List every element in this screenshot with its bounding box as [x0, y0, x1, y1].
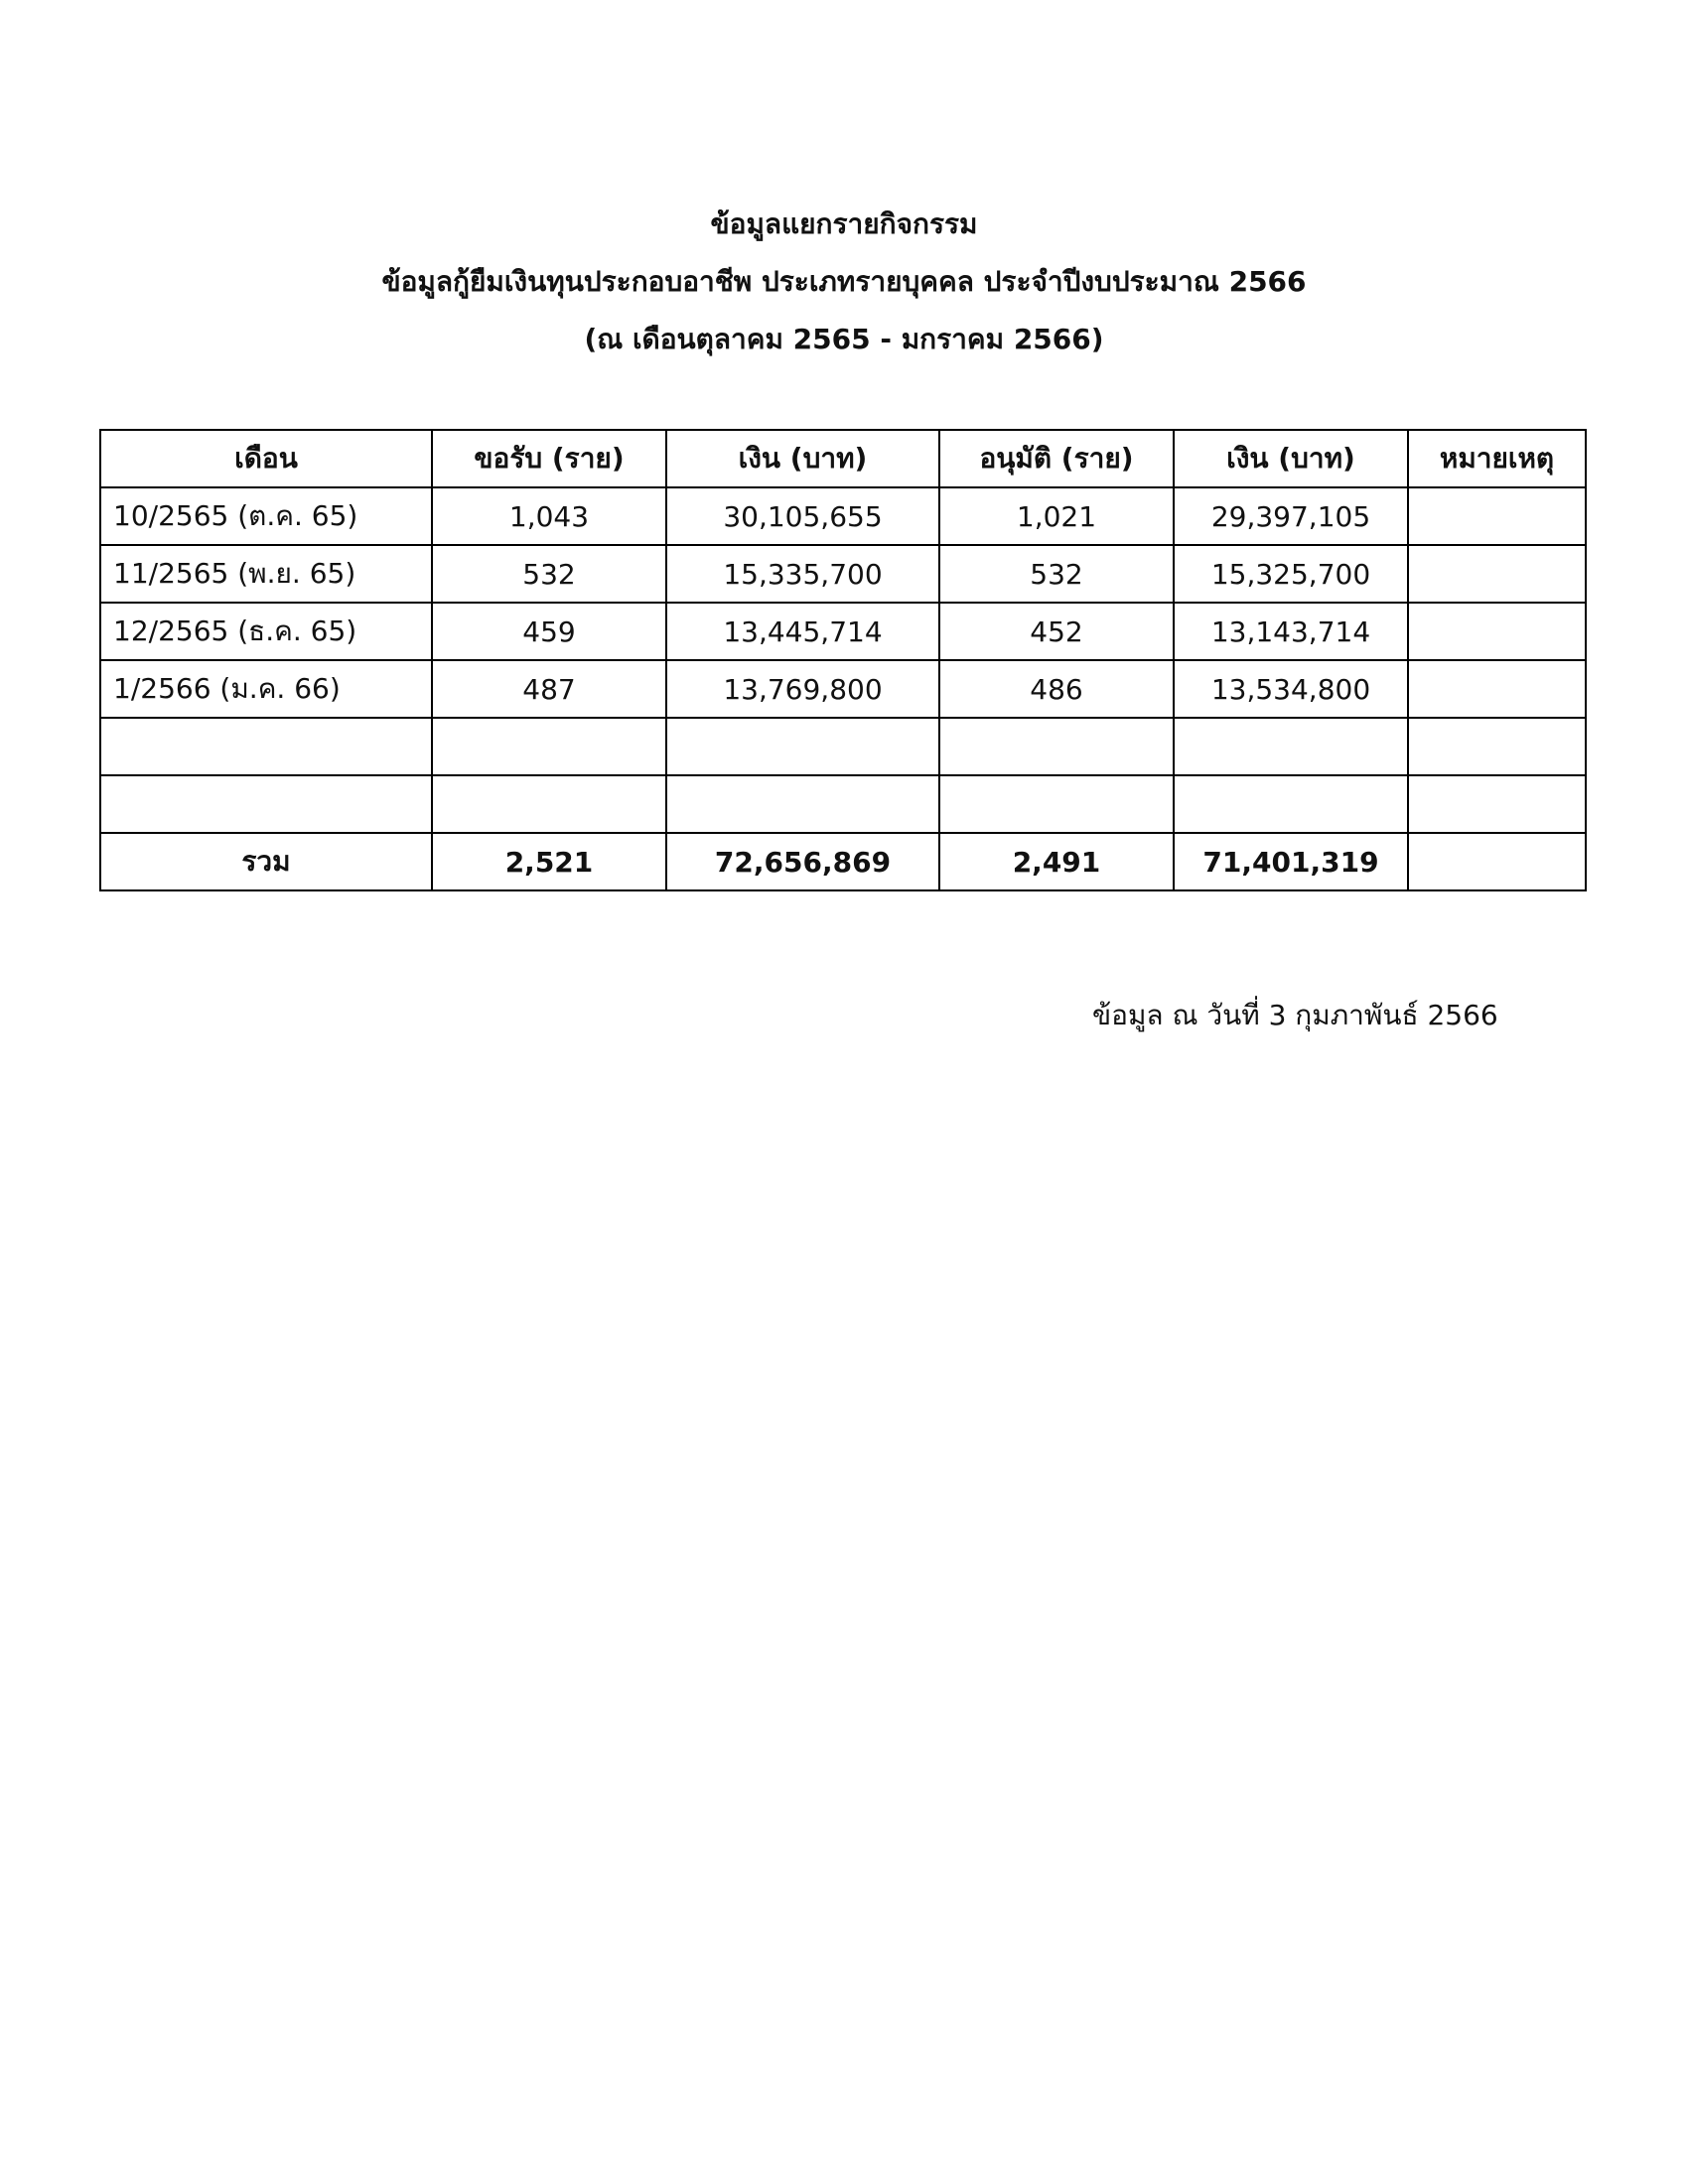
page-title: ข้อมูลแยกรายกิจกรรม — [710, 207, 978, 240]
cell-total-requested-amount: 72,656,869 — [666, 833, 939, 890]
cell-total-approved-amount: 71,401,319 — [1174, 833, 1408, 890]
column-header-requested-count: ขอรับ (ราย) — [432, 430, 666, 487]
cell-approved-amount — [1174, 775, 1408, 833]
cell-approved-count: 452 — [939, 603, 1174, 660]
column-header-month: เดือน — [100, 430, 432, 487]
cell-remarks — [1408, 545, 1586, 603]
column-header-requested-amount: เงิน (บาท) — [666, 430, 939, 487]
cell-remarks — [1408, 660, 1586, 718]
table-row — [100, 487, 1586, 545]
date-range: (ณ เดือนตุลาคม 2565 - มกราคม 2566) — [584, 323, 1104, 355]
cell-requested-count: 532 — [432, 545, 666, 603]
cell-remarks — [1408, 487, 1586, 545]
table-row-empty — [100, 718, 1586, 775]
cell-approved-count: 1,021 — [939, 487, 1174, 545]
cell-approved-amount: 29,397,105 — [1174, 487, 1408, 545]
cell-month: 1/2566 (ม.ค. 66) — [100, 660, 432, 718]
cell-requested-count: 487 — [432, 660, 666, 718]
cell-approved-count: 486 — [939, 660, 1174, 718]
loan-data-table — [99, 429, 1587, 891]
cell-requested-amount — [666, 718, 939, 775]
cell-month: 12/2565 (ธ.ค. 65) — [100, 603, 432, 660]
cell-month: 10/2565 (ต.ค. 65) — [100, 487, 432, 545]
cell-month — [100, 718, 432, 775]
table-row — [100, 545, 1586, 603]
cell-approved-count — [939, 718, 1174, 775]
cell-approved-amount: 13,143,714 — [1174, 603, 1408, 660]
table-row-empty — [100, 775, 1586, 833]
cell-approved-amount: 15,325,700 — [1174, 545, 1408, 603]
cell-requested-count — [432, 775, 666, 833]
cell-remarks — [1408, 775, 1586, 833]
cell-requested-amount: 13,445,714 — [666, 603, 939, 660]
cell-remarks — [1408, 718, 1586, 775]
table-row — [100, 603, 1586, 660]
cell-requested-amount — [666, 775, 939, 833]
cell-requested-amount: 30,105,655 — [666, 487, 939, 545]
data-as-of-note: ข้อมูล ณ วันที่ 3 กุมภาพันธ์ 2566 — [1092, 999, 1498, 1031]
page-subtitle: ข้อมูลกู้ยืมเงินทุนประกอบอาชีพ ประเภทรายบุคคล ประจำปีงบประมาณ 2566 — [381, 265, 1307, 298]
cell-month — [100, 775, 432, 833]
cell-approved-amount — [1174, 718, 1408, 775]
cell-requested-amount: 15,335,700 — [666, 545, 939, 603]
cell-approved-amount: 13,534,800 — [1174, 660, 1408, 718]
table-row — [100, 660, 1586, 718]
cell-requested-count — [432, 718, 666, 775]
cell-total-remarks — [1408, 833, 1586, 890]
cell-requested-count: 1,043 — [432, 487, 666, 545]
cell-approved-count: 532 — [939, 545, 1174, 603]
cell-requested-count: 459 — [432, 603, 666, 660]
column-header-approved-count: อนุมัติ (ราย) — [939, 430, 1174, 487]
cell-requested-amount: 13,769,800 — [666, 660, 939, 718]
table-total-row — [100, 833, 1586, 890]
cell-remarks — [1408, 603, 1586, 660]
column-header-remarks: หมายเหตุ — [1408, 430, 1586, 487]
column-header-approved-amount: เงิน (บาท) — [1174, 430, 1408, 487]
cell-total-label: รวม — [100, 833, 432, 890]
cell-approved-count — [939, 775, 1174, 833]
cell-total-approved-count: 2,491 — [939, 833, 1174, 890]
table-header-row — [100, 430, 1586, 487]
cell-month: 11/2565 (พ.ย. 65) — [100, 545, 432, 603]
cell-total-requested-count: 2,521 — [432, 833, 666, 890]
